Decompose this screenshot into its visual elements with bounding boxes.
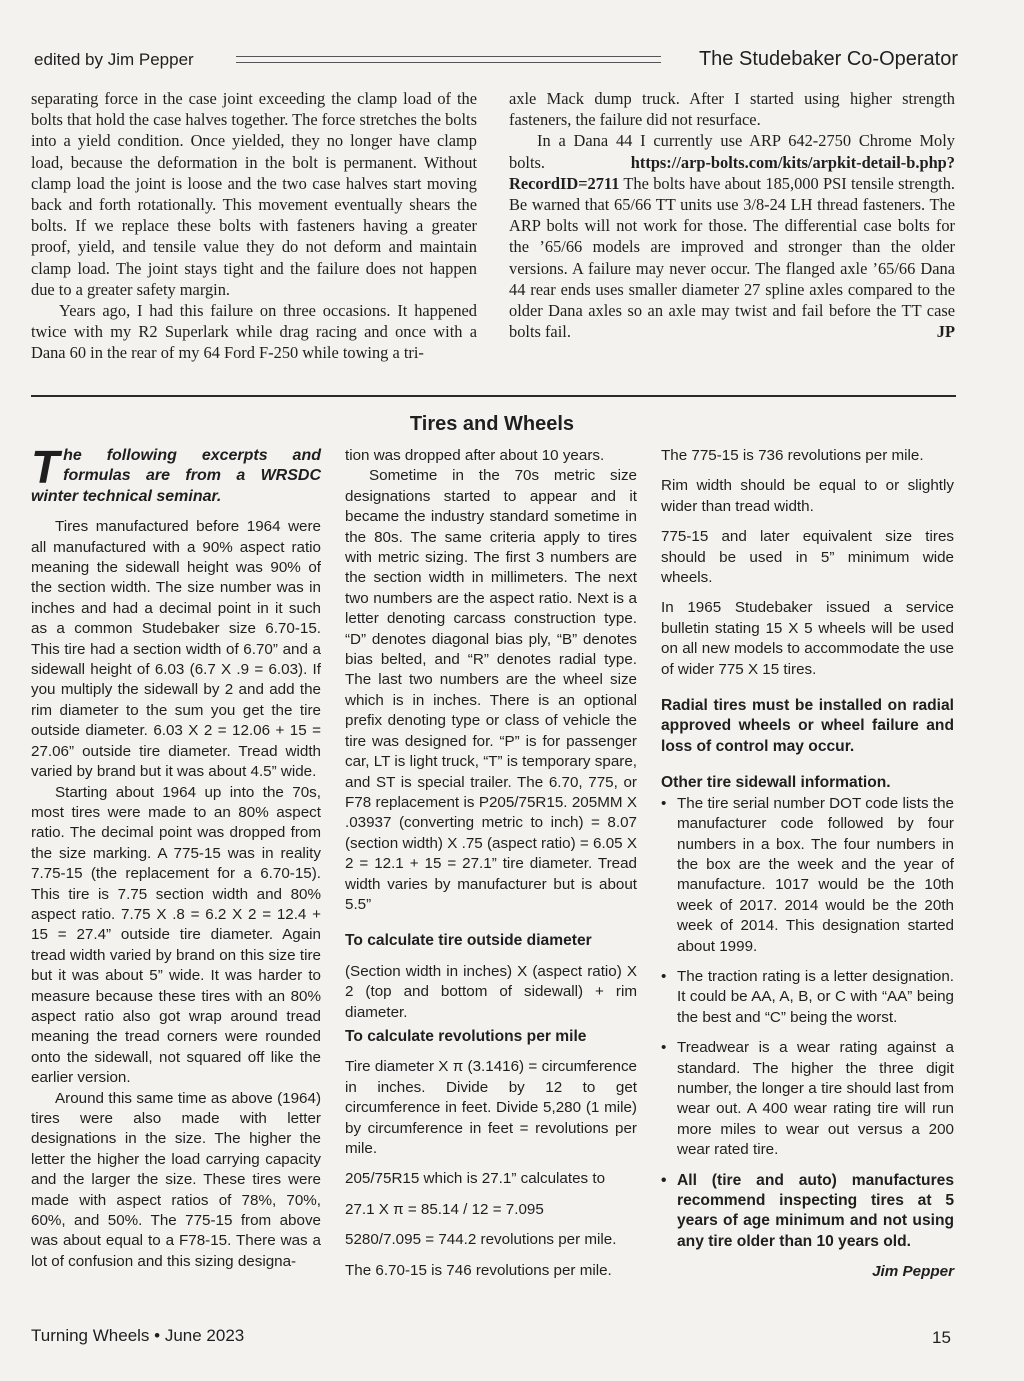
top-right-paragraph-2 [509, 130, 955, 342]
article-intro [31, 441, 321, 507]
col1-paragraph-2: Starting about 1964 up into the 70s, most tires were made to an 80% aspect ratio. The decimal point was dropped from the size marking. A 775-15 was in reality 7.75-15 (the replacement for a 6.70-15). This tire is 7.75 section width and 80% aspect ratio. 7.75 X .8 = 6.2 X 2 = 12.4 + 15 = 27.4” outside tire diameter. Again tread width varied by brand on this size tire but it was about 5” wide. It was harder to measure because these tires with an 80% aspect ratio also got wrap around tread meaning the tread corners were rounded onto the sidewall, not squared off like the earlier version. [31, 783, 321, 1087]
list-item: • Treadwear is a wear rating against a standard. The higher the three digit number, the longer a tire should last from wear out. A 400 wear rating tire will run more miles to wear out versus a 200 wear rated tire. [661, 1038, 954, 1160]
article-column-3 [661, 446, 954, 1283]
footer-separator: • [154, 1326, 161, 1345]
header-rule-bottom [236, 62, 661, 63]
top-right-paragraph-1: axle Mack dump truck. After I started using higher strength fasteners, the failure did not resurface. [509, 89, 955, 130]
paragraph-text-start: In a Dana 44 I currently use ARP 642-2750 Chrome Moly bolts. [509, 131, 955, 172]
other-info-heading: Other tire sidewall information. [661, 774, 891, 792]
col3-paragraph-1: The 775-15 is 736 revolutions per mile. [661, 447, 924, 464]
top-left-paragraph-2: Years ago, I had this failure on three occasions. It happened twice with my R2 Superlark while drag racing and once with a Dana 60 in the rear of my 64 Ford F-250 while towing a tri- [31, 301, 477, 363]
col2-paragraph-2: Sometime in the 70s metric size designations started to appear and it became the industry standard sometime in the 80s. The same criteria apply to tires with metric sizing. The first 3 numbers are the section width in millimeters. The next two numbers are the aspect ratio. Next is a letter denoting carcass construction type. “D” denotes diagonal bias ply, “B” denotes bias belted, and “R” denotes radial type. The last two numbers are the wheel size which is in inches. There is an optional prefix denoting type or class of vehicle the tire was designed for. “P” is for passenger car, LT is light truck, “T” is temporary spare, and ST is special trailer. The 6.70, 775, or F78 replacement is P205/75R15. 205MM X .03937 (converting metric to inch) = 8.07 (section width) X .75 (aspect ratio) = 6.05 X 2 = 12.1 + 15 = 27.1” tire diameter. Tread width varies by manufacturer but is about 5.5” [345, 467, 637, 913]
calc-diameter-heading: To calculate tire outside diameter [345, 932, 592, 950]
header-editor: edited by Jim Pepper [34, 50, 194, 69]
col1-paragraph-1: Tires manufactured before 1964 were all manufactured with a 90% aspect ratio meaning the sidewall height was 90% of the section width. The size number was in inches and had a decimal point in it such as a common Studebaker size 6.70-15. This tire had a section width of 6.70” and a sidewall height of 6.03 (6.7 X .9 = 6.03). If you multiply the sidewall by 2 and add the rim diameter to the sum you get the tire outside diameter. 6.03 X 2 = 12.06 + 15 = 27.06” outside tire diameter. Tread width varied by brand but it was about 4.5” wide. [31, 518, 321, 781]
article-column-1 [31, 441, 321, 1272]
signature-jp: JP [936, 322, 955, 342]
footer-issue: June 2023 [164, 1326, 245, 1345]
intro-text: he following excerpts and formulas are from a WRSDC winter technical seminar. [31, 447, 321, 505]
top-left-paragraph-1: separating force in the case joint exceeding the clamp load of the bolts that hold the case halves together. The force stretches the bolts into a yield condition. Once yielded, they no longer have clamp load, because the deformation in the bolt is permanent. Without clamp load the joint is loose and the two case halves start moving back and forth rotationally. This movement eventually shears the bolts. If we replace these bolts with fasteners having a greater proof, yield, and tensile value they do not deform and maintain clamp load. The joint stays tight and the failure does not happen due to a greater safety margin. [31, 89, 477, 299]
arp-bolts-link[interactable]: https://arp-bolts.com/kits/arpkit-detail-b.php?RecordID=2711 [509, 152, 955, 193]
list-item-inspection: • All (tire and auto) manufactures recommend inspecting tires at 5 years of age minimum and not using any tire older than 10 years old. [661, 1171, 954, 1253]
col3-paragraph-4: In 1965 Studebaker issued a service bulletin stating 15 X 5 wheels will be used on all new models to accommodate the use of wider 775 X 15 tires. [661, 599, 954, 678]
dropcap-letter: T [31, 441, 60, 493]
calc-line-2: 27.1 X π = 85.14 / 12 = 7.095 [345, 1200, 544, 1218]
list-item: • The tire serial number DOT code lists the manufacturer code followed by four numbers in a box. The four numbers in the box are the week and the year of manufacture. 1017 would be the 10th week of 2017. 2014 would be the 20th week of 2014. This designation started about 1999. [661, 794, 954, 957]
top-article-right-column [509, 88, 955, 342]
footer-magazine: Turning Wheels [31, 1326, 150, 1345]
col3-paragraph-2: Rim width should be equal to or slightly wider than tread width. [661, 477, 954, 515]
article-title: Tires and Wheels [409, 413, 575, 435]
radial-warning: Radial tires must be installed on radial approved wheels or wheel failure and loss of control may occur. [661, 697, 954, 755]
header-rule-top [236, 56, 661, 57]
calc-line-3: 5280/7.095 = 744.2 revolutions per mile. [345, 1231, 617, 1249]
calc-line-4: The 6.70-15 is 746 revolutions per mile. [345, 1261, 612, 1279]
calc-revolutions-text: Tire diameter X π (3.1416) = circumference in inches. Divide by 12 to get circumference in feet. Divide 5,280 (1 mile) by circumference in feet = revolutions per mile. [345, 1058, 637, 1157]
list-item: • The traction rating is a letter designation. It could be AA, A, B, or C with “AA” being the best and “C” being the worst. [661, 967, 954, 1028]
footer-publication [31, 1326, 244, 1346]
section-divider [31, 395, 956, 397]
col2-paragraph-1: tion was dropped after about 10 years. [345, 447, 605, 464]
page-number: 15 [932, 1328, 951, 1347]
calc-line-1: 205/75R15 which is 27.1” calculates to [345, 1170, 606, 1188]
calc-revolutions-heading: To calculate revolutions per mile [345, 1027, 587, 1045]
article-column-2 [345, 446, 637, 1281]
top-article-left-column [31, 88, 477, 364]
sidewall-info-list [661, 794, 954, 1253]
header-publication: The Studebaker Co-Operator [698, 48, 958, 70]
calc-diameter-text: (Section width in inches) X (aspect ratio) X 2 (top and bottom of sidewall) + rim diameter. [345, 962, 637, 1021]
paragraph-text-end: The bolts have about 185,000 PSI tensile strength. Be warned that 65/66 TT units use 3/8-24 LH thread fasteners. The ARP bolts will not work for those. The differential case bolts for the ’65/66 models are improved and stronger than the older versions. A failure may never occur. The flanged axle ’65/66 Dana 44 rear ends uses smaller diameter 27 spline axles compared to the older Dana axles so an axle may twist and fail before the TT case bolts fail. [509, 173, 955, 342]
col3-paragraph-3: 775-15 and later equivalent size tires should be used in 5” minimum wide wheels. [661, 528, 954, 587]
col1-paragraph-3: Around this same time as above (1964) tires were also made with letter designations in the size. The higher the letter the higher the load carrying capacity and the larger the size. These tires were made with aspect ratios of 78%, 70%, 60%, and 50%. The 775-15 from above was about equal to a F78-15. There was a lot of confusion and this sizing designa- [31, 1089, 321, 1270]
article-author: Jim Pepper [872, 1263, 954, 1281]
